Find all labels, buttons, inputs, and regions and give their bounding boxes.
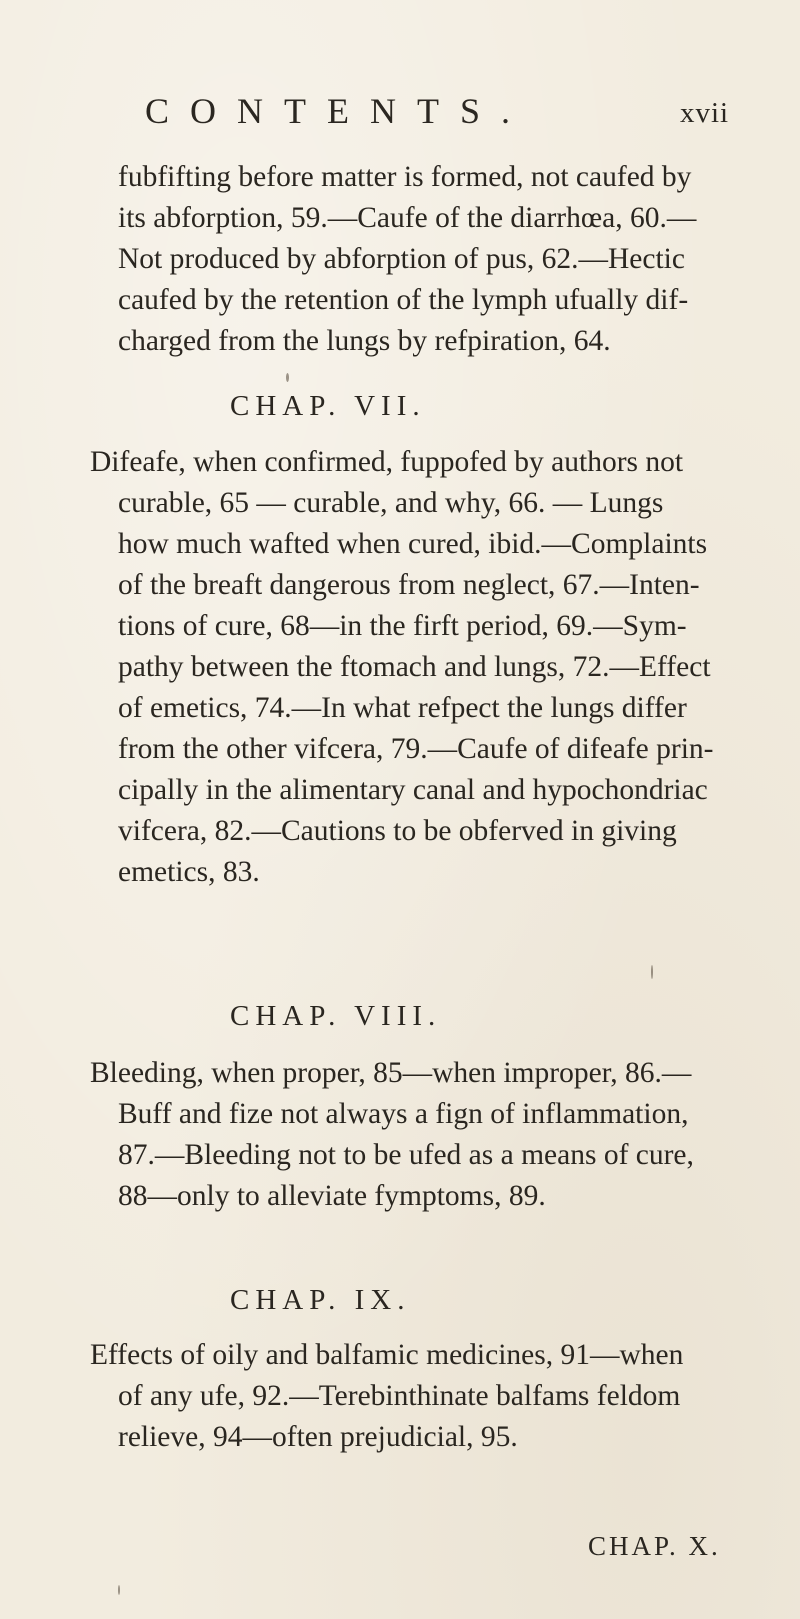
text-line: caufed by the retention of the lymph ufually dif- <box>118 284 689 316</box>
text-line: from the other vifcera, 79.—Caufe of difeafe prin- <box>118 733 714 765</box>
text-line: its abforption, 59.—Caufe of the diarrhœa, 60.— <box>118 202 697 234</box>
text-line: vifcera, 82.—Cautions to be obferved in giving <box>118 815 677 847</box>
ink-speck <box>118 1585 120 1595</box>
running-head <box>0 90 800 140</box>
text-line: of the breaft dangerous from neglect, 67.—Inten- <box>118 569 700 601</box>
text-line: 87.—Bleeding not to be ufed as a means of cure, <box>118 1139 694 1171</box>
text-line: 88—only to alleviate fymptoms, 89. <box>118 1180 546 1212</box>
contents-paragraph-chapter-ix <box>90 1335 684 1458</box>
catchword: CHAP. X. <box>588 1531 721 1561</box>
text-line: of emetics, 74.—In what refpect the lungs differ <box>118 692 687 724</box>
chapter-heading-viii: CHAP. VIII. <box>230 1000 442 1032</box>
text-line: how much wafted when cured, ibid.—Complaints <box>118 528 708 560</box>
text-line: relieve, 94—often prejudicial, 95. <box>118 1421 518 1453</box>
running-head-title: CONTENTS. <box>145 91 531 131</box>
contents-paragraph-chapter-vii <box>90 442 714 893</box>
page-number: xvii <box>680 97 730 129</box>
chapter-heading-vii: CHAP. VII. <box>230 390 426 422</box>
chapter-heading-ix: CHAP. IX. <box>230 1284 411 1316</box>
text-line: tions of cure, 68—in the firft period, 69.—Sym- <box>118 610 687 642</box>
text-line: of any ufe, 92.—Terebinthinate balfams feldom <box>118 1380 681 1412</box>
contents-paragraph-chapter-viii <box>90 1053 694 1217</box>
text-line: Difeafe, when confirmed, fuppofed by authors not <box>90 446 684 478</box>
text-line: Not produced by abforption of pus, 62.—Hectic <box>118 243 685 275</box>
text-line: Bleeding, when proper, 85—when improper, 86.— <box>90 1057 692 1089</box>
text-line: curable, 65 — curable, and why, 66. — Lungs <box>118 487 664 519</box>
text-line: pathy between the ftomach and lungs, 72.—Effect <box>118 651 711 683</box>
ink-speck <box>651 965 653 979</box>
text-line: fubfifting before matter is formed, not caufed by <box>118 161 692 193</box>
text-line: Effects of oily and balfamic medicines, 91—when <box>90 1339 684 1371</box>
text-line: Buff and fize not always a fign of inflammation, <box>118 1098 689 1130</box>
ink-speck <box>286 373 289 382</box>
text-line: cipally in the alimentary canal and hypochondriac <box>118 774 708 806</box>
text-line: charged from the lungs by refpiration, 64. <box>118 325 611 357</box>
contents-paragraph-continued <box>118 157 696 362</box>
text-line: emetics, 83. <box>118 856 260 888</box>
